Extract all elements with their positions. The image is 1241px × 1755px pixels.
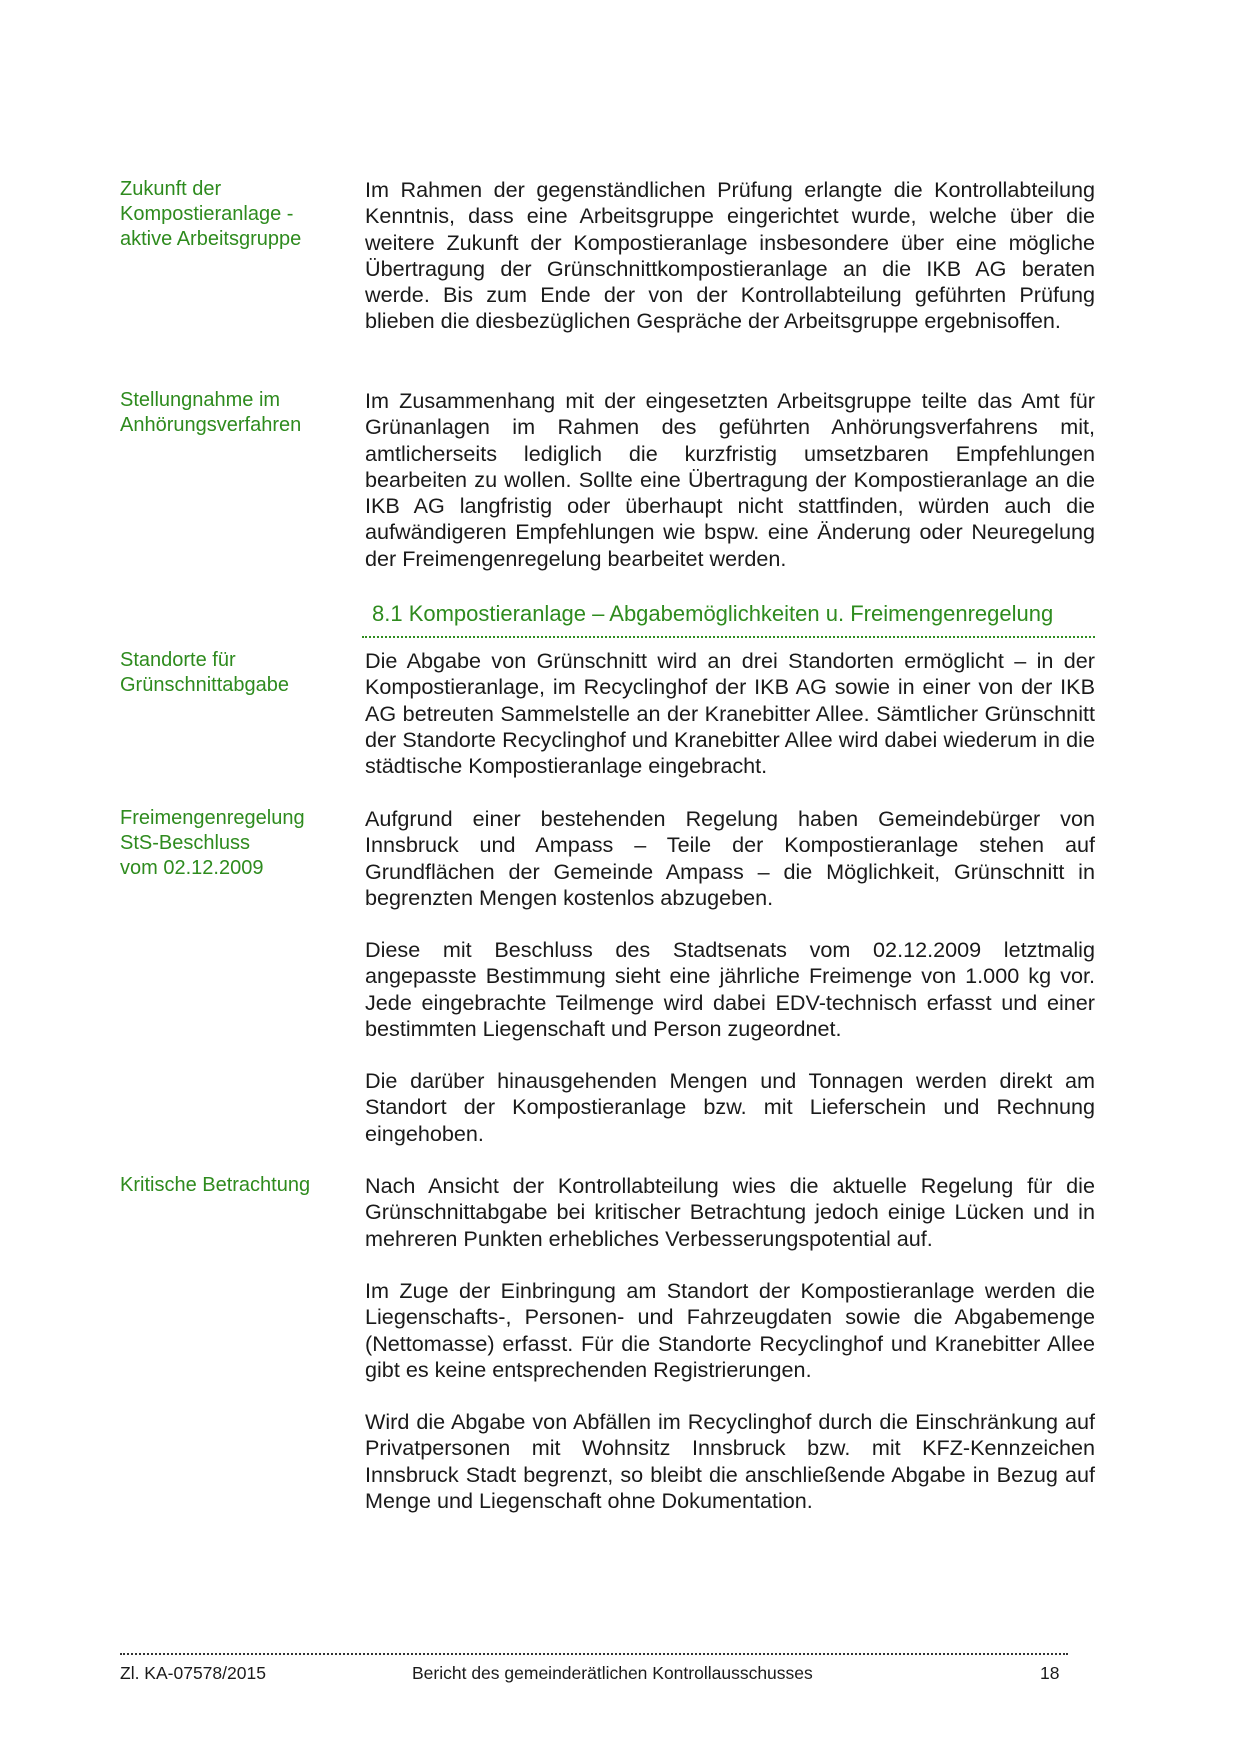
paragraph: Aufgrund einer bestehenden Regelung haben Gemeindebürger von Innsbruck und Ampass – Teile der Kompostieranlage stehen auf Grundflächen der Gemeinde Ampass – die Möglichkeit, Grünschnitt in begrenzten Mengen kostenlos abzugeben. xyxy=(365,806,1095,910)
paragraph: Die Abgabe von Grünschnitt wird an drei Standorten ermöglicht – in der Kompostieranlage, im Recyclinghof der IKB AG sowie in einer von der IKB AG betreuten Sammelstelle an der Kranebitter Allee. Sämtlicher Grünschnitt der Standorte Recyclinghof und Kranebitter Allee wird dabei wiederum in die städtische Kompostieranlage eingebracht. xyxy=(365,648,1095,779)
section-heading-text: 8.1 Kompostieranlage – Abgabemöglichkeiten u. Freimengenregelung xyxy=(372,601,1054,626)
footer-divider xyxy=(120,1653,1068,1655)
paragraph: Die darüber hinausgehenden Mengen und Tonnagen werden direkt am Standort der Kompostieranlage bzw. mit Lieferschein und Rechnung eingehoben. xyxy=(365,1068,1095,1146)
margin-note: Stellungnahme im Anhörungsverfahren xyxy=(120,389,302,436)
section-heading-8-1 xyxy=(362,596,1095,638)
paragraph: Im Zuge der Einbringung am Standort der Kompostieranlage werden die Liegenschafts-, Personen- und Fahrzeugdaten sowie die Abgabemenge (Nettomasse) erfasst. Für die Standorte Recyclinghof und Kranebitter Allee gibt es keine entsprechenden Registrierungen. xyxy=(365,1278,1095,1382)
paragraph: Nach Ansicht der Kontrollabteilung wies die aktuelle Regelung für die Grünschnittabgabe bei kritischer Betrachtung jedoch einige Lücken und in mehreren Punkten erhebliches Verbesserungspotential auf. xyxy=(365,1173,1095,1251)
margin-note: Zukunft der Kompostieranlage - aktive Arbeitsgruppe xyxy=(120,178,302,250)
margin-note: Freimengenregelung StS-Beschluss vom 02.12.2009 xyxy=(120,807,305,879)
footer-page-number: 18 xyxy=(1040,1663,1060,1683)
margin-note: Kritische Betrachtung xyxy=(120,1174,311,1196)
footer-title: Bericht des gemeinderätlichen Kontrollausschusses xyxy=(412,1663,813,1683)
paragraph: Im Rahmen der gegenständlichen Prüfung erlangte die Kontrollabteilung Kenntnis, dass eine Arbeitsgruppe eingerichtet wurde, welche über die weitere Zukunft der Kompostieranlage insbesondere über eine mögliche Übertragung der Grünschnittkompostieranlage an die IKB AG beraten werde. Bis zum Ende der von der Kontrollabteilung geführten Prüfung blieben die diesbezüglichen Gespräche der Arbeitsgruppe ergebnisoffen. xyxy=(365,177,1095,334)
paragraph: Im Zusammenhang mit der eingesetzten Arbeitsgruppe teilte das Amt für Grünanlagen im Rahmen des geführten Anhörungsverfahrens mit, amtlicherseits lediglich die kurzfristig umsetzbaren Empfehlungen bearbeiten zu wollen. Sollte eine Übertragung der Kompostieranlage an die IKB AG langfristig oder überhaupt nicht stattfinden, würden auch die aufwändigeren Empfehlungen wie bspw. eine Änderung oder Neuregelung der Freimengenregelung bearbeitet werden. xyxy=(365,388,1095,571)
margin-note: Standorte für Grünschnittabgabe xyxy=(120,649,290,696)
footer-reference: Zl. KA-07578/2015 xyxy=(120,1663,266,1683)
paragraph: Wird die Abgabe von Abfällen im Recyclinghof durch die Einschränkung auf Privatpersonen mit Wohnsitz Innsbruck bzw. mit KFZ-Kennzeichen Innsbruck Stadt begrenzt, so bleibt die anschließende Abgabe in Bezug auf Menge und Liegenschaft ohne Dokumentation. xyxy=(365,1409,1095,1513)
paragraph: Diese mit Beschluss des Stadtsenats vom 02.12.2009 letztmalig angepasste Bestimmung sieht eine jährliche Freimenge von 1.000 kg vor. Jede eingebrachte Teilmenge wird dabei EDV-technisch erfasst und einer bestimmten Liegenschaft und Person zugeordnet. xyxy=(365,937,1095,1041)
